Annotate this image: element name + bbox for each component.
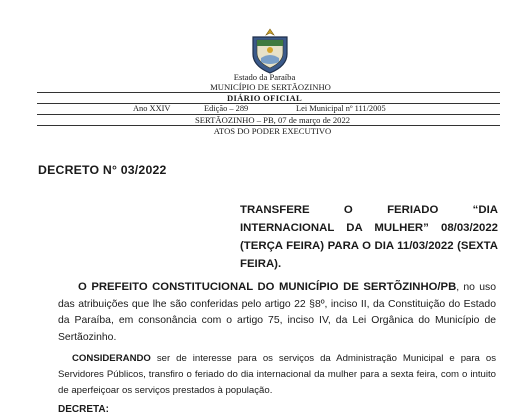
decree-title: DECRETO N° 03/2022: [38, 163, 167, 177]
gazette-year: Ano XXIV: [133, 104, 171, 113]
decree-preamble: [58, 279, 496, 346]
section-title: ATOS DO PODER EXECUTIVO: [213, 126, 332, 136]
municipal-coat-of-arms-icon: [249, 28, 291, 74]
header-divider: [37, 103, 500, 104]
place-date: SERTÃOZINHO – PB, 07 de março de 2022: [194, 115, 351, 125]
state-name: Estado da Paraíba: [233, 72, 296, 82]
gazette-law: Lei Municipal nº 111/2005: [296, 104, 386, 113]
preamble-lead: O PREFEITO CONSTITUCIONAL DO MUNICÍPIO DE SERTÕZINHO/PB: [78, 281, 457, 293]
gazette-title: DIÁRIO OFICIAL: [226, 93, 303, 103]
considerando-paragraph: [58, 351, 496, 399]
municipality-name: MUNICÍPIO DE SERTÃOZINHO: [210, 82, 331, 92]
considerando-lead: CONSIDERANDO: [72, 353, 151, 364]
gazette-edition: Edição – 289: [204, 104, 249, 113]
decree-summary: TRANSFERE O FERIADO “DIA INTERNACIONAL DA MULHER” 08/03/2022 (TERÇA FEIRA) PARA O DIA 11/03/2022 (SEXTA FEIRA).: [240, 204, 498, 270]
decreta-heading: DECRETA:: [58, 404, 109, 415]
considerando-text: ser de interesse para os serviços da Administração Municipal e para os Servidores Públicos, transfiro o feriado do dia internacional da mulher para a sexta feira, com o intuito de aperfeiçoar os serviços prestados à população.: [58, 353, 496, 396]
preamble-text: , no uso das atribuições que lhe são conferidas pelo artigo 22 §8º, inciso II, da Constituição do Estado da Paraíba, em consonância com o artigo 75, inciso IV, da Lei Orgânica do Município de Sertãozinho.: [58, 282, 496, 343]
